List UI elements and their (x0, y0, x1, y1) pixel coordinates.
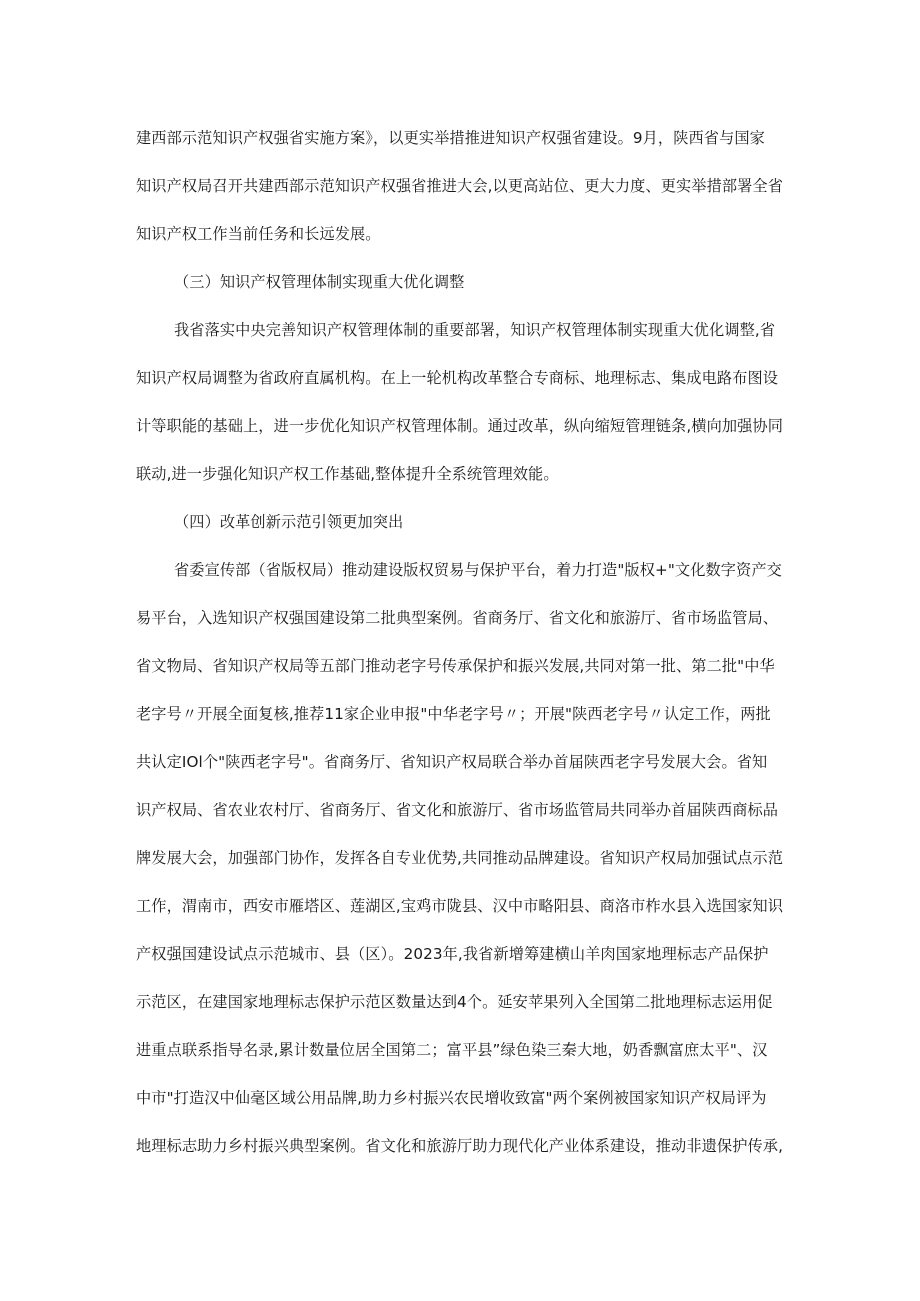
paragraph-line: 共认定IOl个"陕西老字号"。省商务厅、省知识产权局联合举办首届陕西老字号发展大会。省知 (136, 753, 768, 771)
paragraph-line: 中市"打造汉中仙毫区域公用品牌,助力乡村振兴农民增收致富"两个案例被国家知识产权局评为 (136, 1089, 767, 1107)
section-heading: （四）改革创新示范引领更加突出 (174, 513, 404, 531)
paragraph-line: 省委宣传部（省版权局）推动建设版权贸易与保护平台，着力打造"版权+"文化数字资产交 (174, 561, 782, 579)
paragraph-line: 产权强国建设试点示范城市、县（区）。2023年,我省新增筹建横山羊肉国家地理标志产品保护 (136, 945, 769, 963)
paragraph-line: 牌发展大会，加强部门协作，发挥各自专业优势,共同推动品牌建设。省知识产权局加强试点示范 (136, 849, 784, 867)
paragraph-line: 计等职能的基础上，进一步优化知识产权管理体制。通过改革，纵向缩短管理链条,横向加强协同 (136, 417, 784, 435)
paragraph-line: 知识产权局召开共建西部示范知识产权强省推进大会,以更高站位、更大力度、更实举措部署全省 (136, 177, 784, 195)
paragraph-line: 我省落实中央完善知识产权管理体制的重要部署，知识产权管理体制实现重大优化调整,省 (174, 321, 776, 339)
paragraph-line: 地理标志助力乡村振兴典型案例。省文化和旅游厅助力现代化产业体系建设，推动非遗保护传承, (136, 1137, 784, 1155)
paragraph-line: 示范区，在建国家地理标志保护示范区数量达到4个。延安苹果列入全国第二批地理标志运用促 (136, 993, 773, 1011)
paragraph-line: 联动,进一步强化知识产权工作基础,整体提升全系统管理效能。 (136, 465, 559, 483)
paragraph-line: 省文物局、省知识产权局等五部门推动老字号传承保护和振兴发展,共同对第一批、第二批"中华 (136, 657, 775, 675)
paragraph-line: 易平台，入选知识产权强国建设第二批典型案例。省商务厅、省文化和旅游厅、省市场监管局、 (136, 609, 779, 627)
paragraph-line: 知识产权局调整为省政府直属机构。在上一轮机构改革整合专商标、地理标志、集成电路布图设 (136, 369, 779, 387)
paragraph-line: 进重点联系指导名录,累计数量位居全国第二；富平县”绿色染三秦大地，奶香飘富庶太平"、汉 (136, 1041, 768, 1059)
paragraph-line: 老字号〃开展全面复核,推荐11家企业申报"中华老字号〃；开展"陕西老字号〃认定工作，两批 (136, 705, 771, 723)
paragraph-line: 知识产权工作当前任务和长远发展。 (136, 225, 381, 243)
paragraph-line: 识产权局、省农业农村厅、省商务厅、省文化和旅游厅、省市场监管局共同举办首届陕西商标品 (136, 801, 779, 819)
paragraph-line: 建西部示范知识产权强省实施方案》，以更实举措推进知识产权强省建设。9月，陕西省与国家 (136, 129, 765, 147)
section-heading: （三）知识产权管理体制实现重大优化调整 (174, 273, 465, 291)
paragraph-line: 工作，渭南市，西安市雁塔区、莲湖区,宝鸡市陇县、汉中市略阳县、商洛市柞水县入选国家知识 (136, 897, 784, 915)
